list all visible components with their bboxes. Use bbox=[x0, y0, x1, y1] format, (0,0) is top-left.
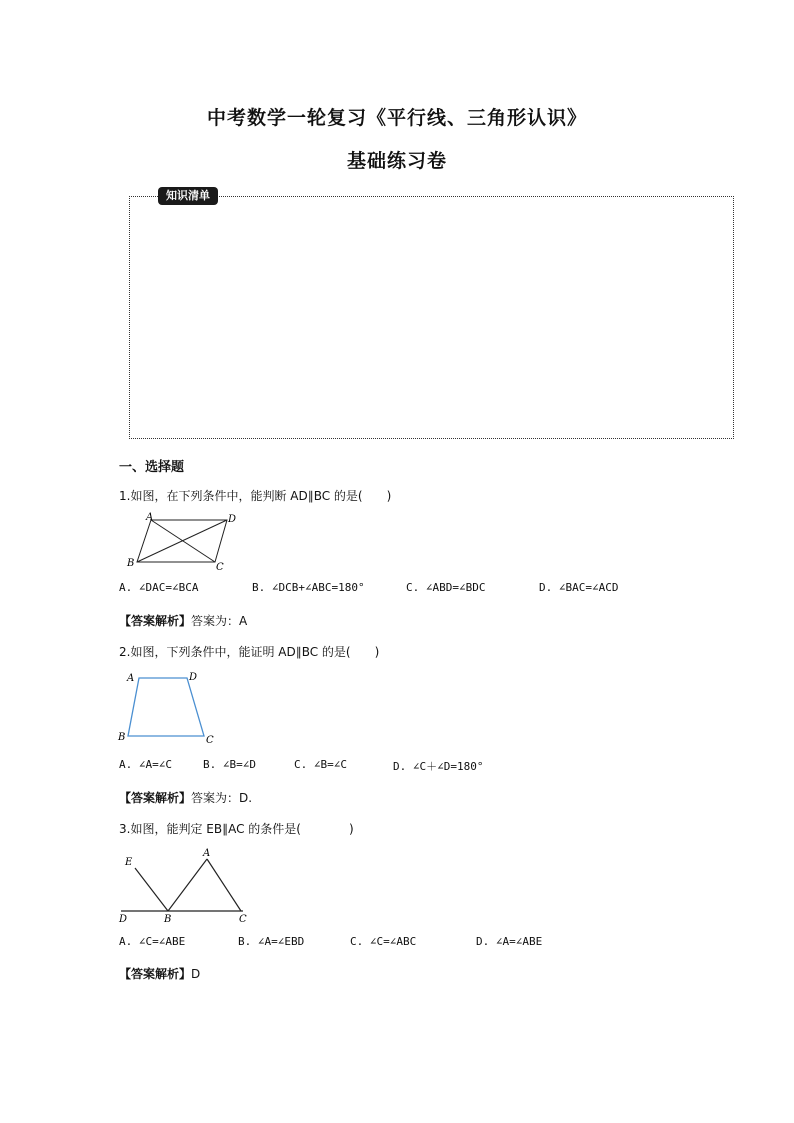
q1-answer-text: 答案为：A bbox=[191, 614, 248, 628]
q1-label-c: C bbox=[216, 562, 224, 572]
q1-option-a[interactable]: A. ∠DAC=∠BCA bbox=[119, 581, 199, 594]
q3-segment-eb bbox=[135, 868, 168, 911]
question-3-figure bbox=[115, 843, 255, 925]
q3-option-a[interactable]: A. ∠C=∠ABE bbox=[119, 935, 186, 948]
page-title: 中考数学一轮复习《平行线、三角形认识》 bbox=[206, 107, 587, 129]
q3-answer-text: D bbox=[191, 967, 201, 981]
q3-label-e: E bbox=[125, 857, 133, 868]
q3-option-b[interactable]: B. ∠A=∠EBD bbox=[238, 935, 305, 948]
q3-option-d[interactable]: D. ∠A=∠ABE bbox=[476, 935, 543, 948]
question-3-stem: 3.如图，能判定 EB∥AC 的条件是( ) bbox=[119, 822, 354, 836]
q3-label-b: B bbox=[164, 914, 172, 925]
q3-answer-label: 【答案解析】 bbox=[119, 967, 192, 981]
q1-diagonal-bd bbox=[137, 520, 227, 562]
q1-label-d: D bbox=[228, 514, 237, 525]
q2-label-b: B bbox=[118, 732, 126, 743]
q2-option-b[interactable]: B. ∠B=∠D bbox=[203, 758, 256, 771]
q1-answer-label: 【答案解析】 bbox=[119, 614, 192, 628]
question-1-stem: 1.如图，在下列条件中，能判断 AD∥BC 的是( ) bbox=[119, 489, 392, 503]
section-heading: 一、选择题 bbox=[119, 460, 185, 475]
q3-label-d: D bbox=[119, 914, 128, 925]
q2-option-a[interactable]: A. ∠A=∠C bbox=[119, 758, 172, 771]
q2-answer-text: 答案为：D. bbox=[191, 791, 253, 805]
q2-label-c: C bbox=[206, 735, 214, 746]
q3-label-a: A bbox=[203, 848, 211, 859]
q1-label-a: A bbox=[146, 512, 154, 523]
question-2-figure bbox=[115, 668, 220, 746]
knowledge-box-tag: 知识清单 bbox=[158, 187, 218, 205]
q3-option-c[interactable]: C. ∠C=∠ABC bbox=[350, 935, 417, 948]
question-2-stem: 2.如图，下列条件中，能证明 AD∥BC 的是( ) bbox=[119, 645, 380, 659]
question-1-answer bbox=[119, 612, 247, 629]
q2-trapezoid bbox=[128, 678, 204, 736]
question-2-answer bbox=[119, 789, 252, 806]
q3-segment-ba bbox=[168, 859, 207, 911]
q1-option-b[interactable]: B. ∠DCB+∠ABC=180° bbox=[252, 581, 365, 594]
question-1-figure bbox=[115, 510, 245, 572]
q1-option-c[interactable]: C. ∠ABD=∠BDC bbox=[406, 581, 486, 594]
q3-segment-ac bbox=[207, 859, 241, 911]
q3-label-c: C bbox=[239, 914, 247, 925]
knowledge-box bbox=[129, 196, 734, 439]
q2-answer-label: 【答案解析】 bbox=[119, 791, 192, 805]
q2-option-c[interactable]: C. ∠B=∠C bbox=[294, 758, 347, 771]
question-3-answer bbox=[119, 965, 200, 982]
q2-label-a: A bbox=[127, 673, 135, 684]
page-subtitle: 基础练习卷 bbox=[346, 150, 447, 172]
q1-option-d[interactable]: D. ∠BAC=∠ACD bbox=[539, 581, 619, 594]
q2-option-d[interactable]: D. ∠C＋∠D=180° bbox=[393, 760, 484, 773]
q1-label-b: B bbox=[127, 558, 135, 569]
q2-label-d: D bbox=[189, 672, 198, 683]
